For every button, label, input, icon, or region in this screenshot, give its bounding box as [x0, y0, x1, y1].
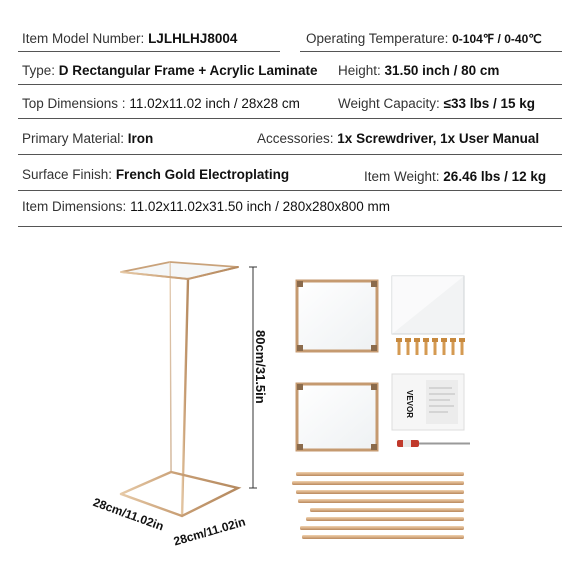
frame-rod	[296, 490, 464, 494]
spec-material-value: Iron	[127, 131, 154, 146]
manual-brand-text: VEVOR	[405, 390, 414, 419]
frame-rod	[292, 481, 464, 485]
spec-top-dimensions-value: 11.02x11.02 inch / 28x28 cm	[129, 96, 300, 111]
screw	[432, 338, 438, 355]
depth-label: 28cm/11.02in	[91, 495, 166, 534]
frame-rods	[292, 472, 464, 539]
user-manual	[392, 374, 464, 430]
spec-finish-label: Surface Finish:	[22, 167, 113, 182]
screw	[459, 338, 465, 355]
screw	[414, 338, 420, 355]
spec-accessories-value: 1x Screwdriver, 1x User Manual	[337, 131, 540, 146]
width-label: 28cm/11.02in	[172, 514, 248, 549]
acrylic-sheet	[392, 276, 464, 334]
height-label: 80cm/31.5in	[253, 330, 268, 404]
spec-weight-capacity-label: Weight Capacity:	[338, 96, 440, 111]
stand-frame	[121, 262, 238, 516]
spec-type-label: Type:	[22, 63, 56, 78]
spec-type-value: D Rectangular Frame + Acrylic Laminate	[58, 63, 318, 78]
spec-height-label: Height:	[338, 63, 381, 78]
screw	[396, 338, 402, 355]
frame-rod	[310, 508, 464, 512]
acrylic-panel-top	[297, 281, 377, 351]
spec-temperature-value: 0-104℉ / 0-40℃	[452, 32, 542, 46]
screw	[450, 338, 456, 355]
spec-weight-capacity-value: ≤33 lbs / 15 kg	[443, 96, 536, 111]
screw	[405, 338, 411, 355]
spec-finish-value: French Gold Electroplating	[115, 167, 290, 182]
spec-height-value: 31.50 inch / 80 cm	[384, 63, 500, 78]
frame-rod	[302, 535, 464, 539]
spec-temperature-label: Operating Temperature:	[306, 31, 449, 46]
spec-item-dimensions-label: Item Dimensions:	[22, 199, 127, 214]
spec-material-label: Primary Material:	[22, 131, 125, 146]
spec-top-dimensions-label: Top Dimensions :	[22, 96, 126, 111]
screwdriver	[397, 440, 470, 447]
acrylic-panel-bottom	[297, 384, 377, 450]
frame-rod	[300, 526, 464, 530]
screw	[441, 338, 447, 355]
frame-rod	[306, 517, 464, 521]
spec-model-label: Item Model Number:	[22, 31, 145, 46]
spec-item-weight-value: 26.46 lbs / 12 kg	[443, 169, 547, 184]
spec-model-value: LJLHLHJ8004	[148, 31, 238, 46]
spec-accessories-label: Accessories:	[257, 131, 334, 146]
screw	[423, 338, 429, 355]
spec-item-dimensions-value: 11.02x11.02x31.50 inch / 280x280x800 mm	[130, 199, 390, 214]
frame-rod	[296, 472, 464, 476]
screws	[396, 338, 465, 355]
spec-item-weight-label: Item Weight:	[364, 169, 440, 184]
frame-rod	[298, 499, 464, 503]
